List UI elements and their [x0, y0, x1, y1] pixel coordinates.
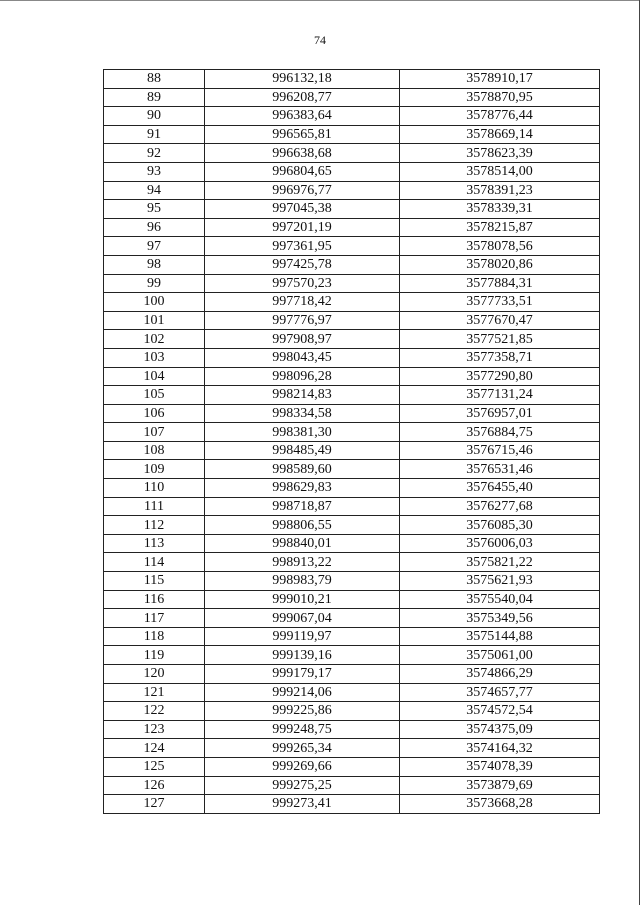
table-row: [104, 330, 600, 349]
point-number-cell: 100: [104, 293, 205, 312]
y-coordinate-cell: 3575061,00: [400, 646, 600, 665]
x-coordinate-cell: 998589,60: [205, 460, 400, 479]
x-coordinate-cell: 999119,97: [205, 627, 400, 646]
table-row: [104, 553, 600, 572]
y-coordinate-cell: 3576085,30: [400, 516, 600, 535]
point-number-cell: 115: [104, 572, 205, 591]
point-number-cell: 114: [104, 553, 205, 572]
point-number-cell: 127: [104, 795, 205, 814]
table-row: [104, 404, 600, 423]
table-row: [104, 367, 600, 386]
table-row: [104, 646, 600, 665]
table-row: [104, 609, 600, 628]
table-row: [104, 70, 600, 89]
x-coordinate-cell: 999273,41: [205, 795, 400, 814]
x-coordinate-cell: 999269,66: [205, 757, 400, 776]
table-row: [104, 386, 600, 405]
table-row: [104, 107, 600, 126]
table-row: [104, 534, 600, 553]
x-coordinate-cell: 998806,55: [205, 516, 400, 535]
table-row: [104, 125, 600, 144]
table-row: [104, 181, 600, 200]
table-row: [104, 572, 600, 591]
y-coordinate-cell: 3576455,40: [400, 479, 600, 498]
table-row: [104, 460, 600, 479]
x-coordinate-cell: 997570,23: [205, 274, 400, 293]
y-coordinate-cell: 3577670,47: [400, 311, 600, 330]
y-coordinate-cell: 3576957,01: [400, 404, 600, 423]
table-row: [104, 702, 600, 721]
y-coordinate-cell: 3574164,32: [400, 739, 600, 758]
x-coordinate-cell: 997718,42: [205, 293, 400, 312]
point-number-cell: 113: [104, 534, 205, 553]
table-row: [104, 218, 600, 237]
table-row: [104, 479, 600, 498]
y-coordinate-cell: 3575349,56: [400, 609, 600, 628]
table-row: [104, 162, 600, 181]
page-top-edge: [0, 0, 640, 1]
point-number-cell: 125: [104, 757, 205, 776]
y-coordinate-cell: 3578870,95: [400, 88, 600, 107]
table-row: [104, 776, 600, 795]
point-number-cell: 111: [104, 497, 205, 516]
table-row: [104, 200, 600, 219]
point-number-cell: 94: [104, 181, 205, 200]
y-coordinate-cell: 3578910,17: [400, 70, 600, 89]
x-coordinate-cell: 997776,97: [205, 311, 400, 330]
table-row: [104, 293, 600, 312]
page-number: 74: [314, 33, 326, 47]
x-coordinate-cell: 996638,68: [205, 144, 400, 163]
x-coordinate-cell: 999179,17: [205, 665, 400, 684]
point-number-cell: 122: [104, 702, 205, 721]
y-coordinate-cell: 3578669,14: [400, 125, 600, 144]
point-number-cell: 102: [104, 330, 205, 349]
y-coordinate-cell: 3577884,31: [400, 274, 600, 293]
y-coordinate-cell: 3576531,46: [400, 460, 600, 479]
point-number-cell: 92: [104, 144, 205, 163]
point-number-cell: 89: [104, 88, 205, 107]
x-coordinate-cell: 999139,16: [205, 646, 400, 665]
x-coordinate-cell: 997045,38: [205, 200, 400, 219]
table-row: [104, 757, 600, 776]
point-number-cell: 120: [104, 665, 205, 684]
point-number-cell: 91: [104, 125, 205, 144]
table-row: [104, 348, 600, 367]
coordinates-table-body: [104, 70, 600, 814]
x-coordinate-cell: 996565,81: [205, 125, 400, 144]
x-coordinate-cell: 996132,18: [205, 70, 400, 89]
y-coordinate-cell: 3574866,29: [400, 665, 600, 684]
point-number-cell: 103: [104, 348, 205, 367]
x-coordinate-cell: 998983,79: [205, 572, 400, 591]
point-number-cell: 112: [104, 516, 205, 535]
point-number-cell: 99: [104, 274, 205, 293]
point-number-cell: 88: [104, 70, 205, 89]
y-coordinate-cell: 3577521,85: [400, 330, 600, 349]
y-coordinate-cell: 3573668,28: [400, 795, 600, 814]
x-coordinate-cell: 999214,06: [205, 683, 400, 702]
x-coordinate-cell: 999248,75: [205, 720, 400, 739]
y-coordinate-cell: 3578391,23: [400, 181, 600, 200]
y-coordinate-cell: 3577290,80: [400, 367, 600, 386]
y-coordinate-cell: 3574375,09: [400, 720, 600, 739]
table-row: [104, 683, 600, 702]
table-row: [104, 255, 600, 274]
x-coordinate-cell: 996976,77: [205, 181, 400, 200]
table-row: [104, 497, 600, 516]
x-coordinate-cell: 998214,83: [205, 386, 400, 405]
x-coordinate-cell: 996804,65: [205, 162, 400, 181]
table-row: [104, 423, 600, 442]
x-coordinate-cell: 997908,97: [205, 330, 400, 349]
point-number-cell: 105: [104, 386, 205, 405]
table-row: [104, 311, 600, 330]
point-number-cell: 126: [104, 776, 205, 795]
x-coordinate-cell: 999275,25: [205, 776, 400, 795]
y-coordinate-cell: 3575621,93: [400, 572, 600, 591]
point-number-cell: 117: [104, 609, 205, 628]
y-coordinate-cell: 3578215,87: [400, 218, 600, 237]
point-number-cell: 104: [104, 367, 205, 386]
y-coordinate-cell: 3575821,22: [400, 553, 600, 572]
table-row: [104, 144, 600, 163]
x-coordinate-cell: 998485,49: [205, 441, 400, 460]
point-number-cell: 124: [104, 739, 205, 758]
y-coordinate-cell: 3573879,69: [400, 776, 600, 795]
x-coordinate-cell: 999225,86: [205, 702, 400, 721]
point-number-cell: 123: [104, 720, 205, 739]
x-coordinate-cell: 998629,83: [205, 479, 400, 498]
table-row: [104, 590, 600, 609]
x-coordinate-cell: 999067,04: [205, 609, 400, 628]
y-coordinate-cell: 3574657,77: [400, 683, 600, 702]
point-number-cell: 109: [104, 460, 205, 479]
y-coordinate-cell: 3577131,24: [400, 386, 600, 405]
x-coordinate-cell: 998334,58: [205, 404, 400, 423]
point-number-cell: 90: [104, 107, 205, 126]
y-coordinate-cell: 3575144,88: [400, 627, 600, 646]
table-row: [104, 665, 600, 684]
y-coordinate-cell: 3577733,51: [400, 293, 600, 312]
y-coordinate-cell: 3578776,44: [400, 107, 600, 126]
table-row: [104, 441, 600, 460]
point-number-cell: 110: [104, 479, 205, 498]
table-row: [104, 720, 600, 739]
y-coordinate-cell: 3578514,00: [400, 162, 600, 181]
point-number-cell: 95: [104, 200, 205, 219]
y-coordinate-cell: 3578020,86: [400, 255, 600, 274]
table-row: [104, 739, 600, 758]
y-coordinate-cell: 3577358,71: [400, 348, 600, 367]
x-coordinate-cell: 996208,77: [205, 88, 400, 107]
coordinates-table: [103, 69, 600, 814]
table-row: [104, 795, 600, 814]
point-number-cell: 101: [104, 311, 205, 330]
point-number-cell: 119: [104, 646, 205, 665]
point-number-cell: 106: [104, 404, 205, 423]
table-row: [104, 627, 600, 646]
x-coordinate-cell: 997201,19: [205, 218, 400, 237]
y-coordinate-cell: 3576715,46: [400, 441, 600, 460]
x-coordinate-cell: 998718,87: [205, 497, 400, 516]
point-number-cell: 96: [104, 218, 205, 237]
y-coordinate-cell: 3576884,75: [400, 423, 600, 442]
table-row: [104, 516, 600, 535]
x-coordinate-cell: 996383,64: [205, 107, 400, 126]
x-coordinate-cell: 999010,21: [205, 590, 400, 609]
x-coordinate-cell: 998381,30: [205, 423, 400, 442]
x-coordinate-cell: 998043,45: [205, 348, 400, 367]
x-coordinate-cell: 997361,95: [205, 237, 400, 256]
point-number-cell: 121: [104, 683, 205, 702]
table-row: [104, 274, 600, 293]
point-number-cell: 98: [104, 255, 205, 274]
x-coordinate-cell: 999265,34: [205, 739, 400, 758]
x-coordinate-cell: 998096,28: [205, 367, 400, 386]
y-coordinate-cell: 3574572,54: [400, 702, 600, 721]
x-coordinate-cell: 997425,78: [205, 255, 400, 274]
x-coordinate-cell: 998913,22: [205, 553, 400, 572]
y-coordinate-cell: 3576006,03: [400, 534, 600, 553]
point-number-cell: 97: [104, 237, 205, 256]
x-coordinate-cell: 998840,01: [205, 534, 400, 553]
y-coordinate-cell: 3578078,56: [400, 237, 600, 256]
table-row: [104, 237, 600, 256]
point-number-cell: 107: [104, 423, 205, 442]
point-number-cell: 116: [104, 590, 205, 609]
point-number-cell: 108: [104, 441, 205, 460]
y-coordinate-cell: 3576277,68: [400, 497, 600, 516]
point-number-cell: 118: [104, 627, 205, 646]
point-number-cell: 93: [104, 162, 205, 181]
y-coordinate-cell: 3574078,39: [400, 757, 600, 776]
y-coordinate-cell: 3578623,39: [400, 144, 600, 163]
y-coordinate-cell: 3578339,31: [400, 200, 600, 219]
table-row: [104, 88, 600, 107]
y-coordinate-cell: 3575540,04: [400, 590, 600, 609]
